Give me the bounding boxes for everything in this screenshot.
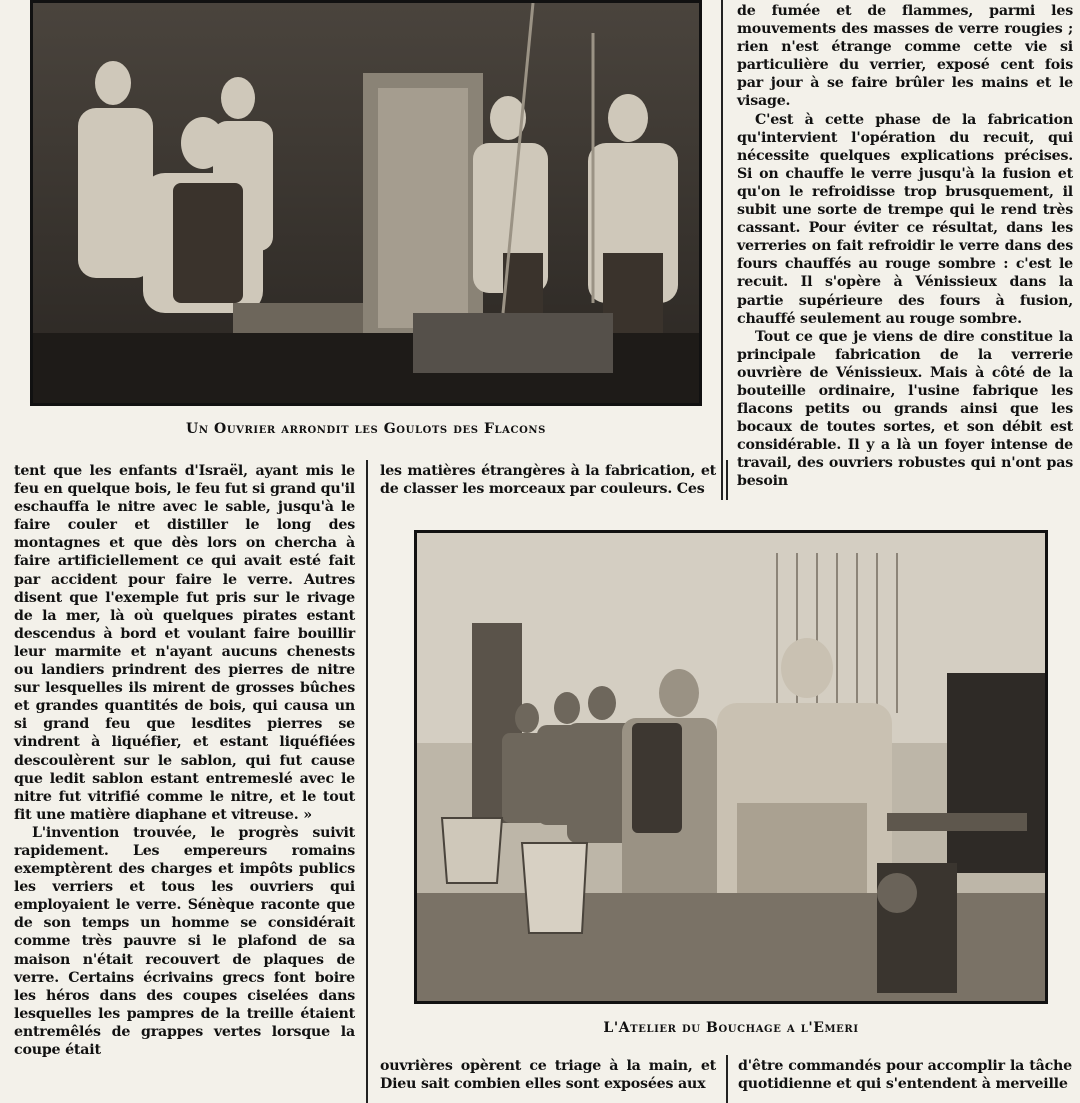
photo-emery-stoppering-workshop bbox=[414, 530, 1048, 1004]
paragraph: Tout ce que je viens de dire constitue la principale fabrication de la verrerie ouvrière de Vénissieux. Mais à côté de la bouteille ordinaire, l'usine fabrique les flacons petits ou grands ainsi que les bocaux de toutes sortes, et son débit est considérable. Il y a là un foyer intense de travail, des ouvriers robustes qui n'ont pas besoin bbox=[737, 328, 1073, 490]
paragraph: L'invention trouvée, le progrès suivit rapidement. Les empereurs romains exemptèrent des charges et impôts publics les verriers et tous les ouvriers qui employaient le verre. Sénèque raconte que de son temps un homme se considérait comme très pauvre si le plafond de sa maison n'était recouvert de plaques de verre. Certains écrivains grecs font boire les héros dans des coupes ciselées dans lesquelles les pampres de la treille étaient entremêlés de grappes vertes lorsque la coupe était bbox=[14, 824, 355, 1058]
article-column-right-top bbox=[737, 2, 1073, 491]
photo-caption: L'Atelier du Bouchage a l'Emeri bbox=[603, 1020, 859, 1036]
photo-caption: Un Ouvrier arrondit les Goulots des Flacons bbox=[186, 421, 546, 437]
article-column-left bbox=[14, 462, 355, 1059]
photo-glassworkers-rounding-necks bbox=[30, 0, 702, 406]
column-rule bbox=[721, 0, 723, 500]
column-rule bbox=[366, 460, 368, 1103]
photo-illustration bbox=[417, 533, 1045, 1001]
article-column-middle-bottom: ouvrières opèrent ce triage à la main, et Dieu sait combien elles sont exposées aux bbox=[380, 1058, 716, 1093]
column-rule bbox=[726, 460, 728, 500]
article-column-right-bottom: d'être commandés pour accomplir la tâche quotidienne et qui s'entendent à merveille bbox=[738, 1058, 1072, 1093]
column-rule bbox=[726, 1055, 728, 1103]
paragraph: C'est à cette phase de la fabrication qu'intervient l'opération du recuit, qui nécessite quelques explications précises. Si on chauffe le verre jusqu'à la fusion et qu'on le refroidisse trop brusquement, il subit une sorte de trempe qui le rend très cassant. Pour éviter ce résultat, dans les verreries on fait refroidir le verre dans des fours chauffés au rouge sombre : c'est le recuit. Il s'opère à Vénissieux dans la partie supérieure des fours à fusion, chauffé seulement au rouge sombre. bbox=[737, 111, 1073, 327]
photo-illustration bbox=[33, 3, 699, 403]
article-column-middle-top: les matières étrangères à la fabrication, et de classer les morceaux par couleurs. Ces bbox=[380, 463, 716, 498]
paragraph: de fumée et de flammes, parmi les mouvements des masses de verre rougies ; rien n'est étrange comme cette vie si particulière du verrier, exposé cent fois par jour à se faire brûler les mains et le visage. bbox=[737, 3, 1073, 110]
paragraph: tent que les enfants d'Israël, ayant mis le feu en quelque bois, le feu fut si grand qu'il eschauffa le nitre avec le sable, jusqu'à le faire couler et distiller le long des montagnes et que dès lors on chercha à faire artificiellement ce qui avait esté fait par accident pour faire le verre. Autres disent que l'exemple fut pris sur le rivage de la mer, là où quelques pirates estant descendus à bord et voulant faire bouillir leur marmite et n'ayant aucuns chenests ou landiers prindrent des pierres de nitre sur lesquelles ils mirent de grosses bûches et grandes quantités de bois, qui causa un si grand feu que lesdites pierres se vindrent à liquéfier, et estant liquéfiées descoulèrent sur le sablon, qui fut cause que ledit sablon estant entremeslé avec le nitre fut vitrifié comme le nitre, et le tout fit une matière diaphane et vitreuse. » bbox=[14, 463, 355, 823]
